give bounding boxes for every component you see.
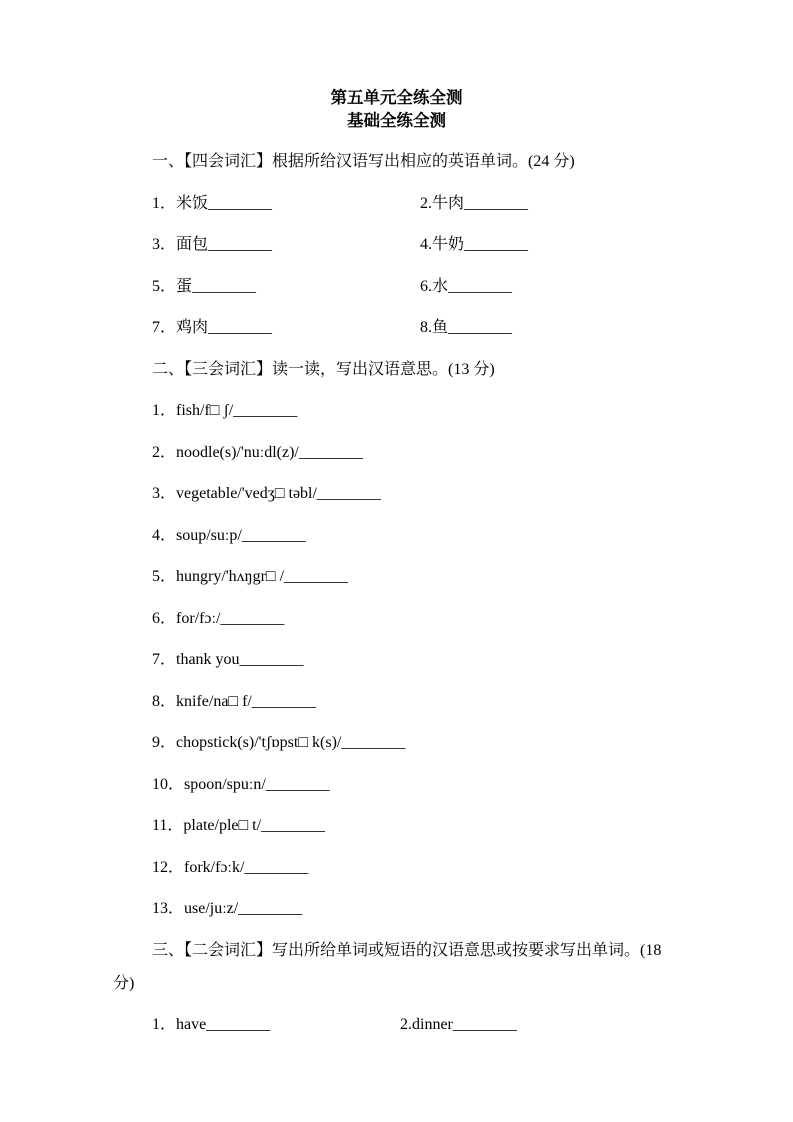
- fill-blank-item: 7．鸡肉________: [152, 319, 273, 336]
- fill-blank-item: 2.牛肉________: [420, 194, 529, 212]
- fill-blank-item: 13．use/juːz/________: [152, 900, 303, 917]
- section1-row: [113, 270, 680, 303]
- section1-heading: 一、【四会词汇】根据所给汉语写出相应的英语单词。(24 分): [152, 153, 575, 170]
- section1-row: [113, 311, 680, 344]
- fill-blank-item: 3．面包________: [152, 236, 273, 253]
- fill-blank-item: 12．fork/fɔːk/________: [152, 858, 309, 876]
- fill-blank-item: 6．for/fɔː/________: [152, 609, 285, 627]
- fill-blank-item: 1．米饭________: [152, 194, 273, 212]
- fill-blank-item: 1．have________: [152, 1016, 271, 1033]
- fill-blank-item: 5．hungry/'hʌŋgr□ /________: [152, 568, 349, 585]
- fill-blank-item: 1．fish/f□ ʃ/________: [152, 402, 298, 419]
- section1-row: [113, 228, 680, 261]
- fill-blank-item: 9．chopstick(s)/'tʃɒpst□ k(s)/________: [152, 734, 406, 751]
- fill-blank-item: 8.鱼________: [420, 319, 513, 336]
- fill-blank-item: 2.dinner________: [400, 1016, 517, 1033]
- doc-title: 第五单元全练全测: [330, 88, 463, 107]
- fill-blank-item: 3．vegetable/'vedʒ□ təbl/________: [152, 485, 381, 502]
- section3-row: [113, 1008, 680, 1041]
- fill-blank-item: 11．plate/ple□ t/________: [152, 817, 326, 834]
- section3-heading: 三、【二会词汇】写出所给单词或短语的汉语意思或按要求写出单词。(18 分): [113, 941, 662, 992]
- section1-row: [113, 187, 680, 220]
- fill-blank-item: 4.牛奶________: [420, 236, 529, 253]
- fill-blank-item: 2．noodle(s)/'nuːdl(z)/________: [152, 443, 363, 461]
- fill-blank-item: 4．soup/suːp/________: [152, 526, 306, 544]
- fill-blank-item: 5．蛋________: [152, 277, 257, 295]
- fill-blank-item: 10．spoon/spuːn/________: [152, 775, 330, 793]
- fill-blank-item: 6.水________: [420, 277, 513, 295]
- fill-blank-item: 8．knife/na□ f/________: [152, 692, 316, 710]
- doc-subtitle: 基础全练全测: [347, 111, 446, 130]
- section2-heading: 二、【三会词汇】读一读，写出汉语意思。(13 分): [152, 360, 495, 378]
- fill-blank-item: 7．thank you________: [152, 651, 304, 668]
